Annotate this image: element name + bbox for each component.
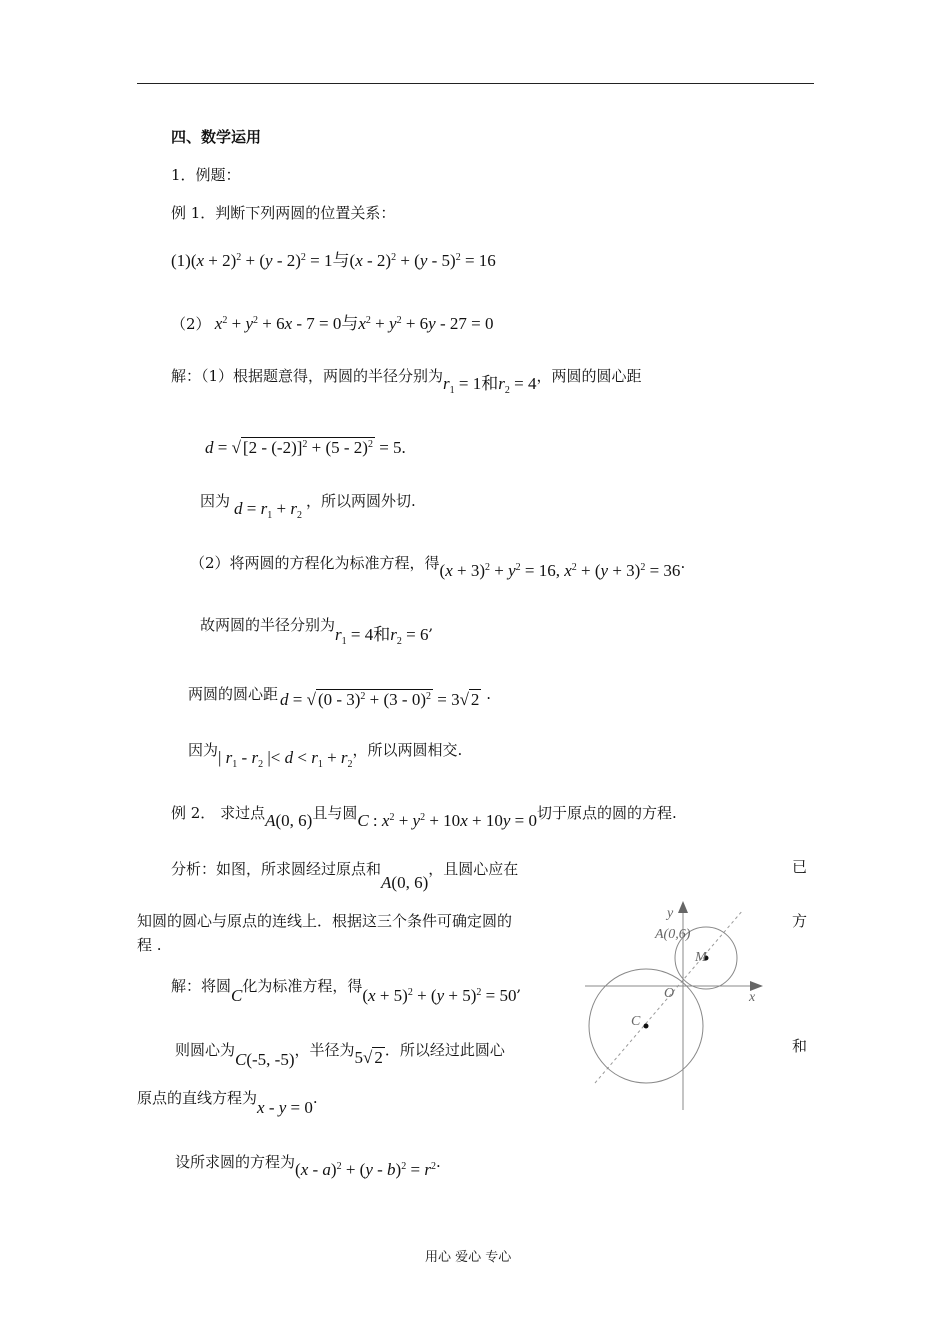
center-statement: 则圆心为C(-5, -5)，半径为5√ 2 ．所以经过此圆心	[175, 1041, 505, 1069]
example1-equation-2: （2） $x^2 + y^2 + 6x - 7 = 0$与$x^2 + y^2 + 6y - 27 = 0$	[171, 314, 494, 333]
point-c	[644, 1024, 649, 1029]
distance-formula-1: d = √ [2 - (-2)]$^2$ + (5 - 2)$^2$ = 5.	[205, 438, 406, 457]
radii-statement: 故两圆的半径分别为$r_1 = 4$和$r_2 = 6$,	[200, 616, 434, 647]
subsection-title: 1．例题：	[171, 166, 241, 184]
circle-figure	[575, 895, 775, 1115]
tangent-reason: 因为 $d = r_1 + r_2$，所以两圆外切.	[200, 492, 416, 521]
y-axis-arrow	[678, 901, 688, 913]
point-a-label: A(0,6)	[655, 927, 691, 942]
intersect-reason: 因为| $r_1 - r_2$ |< $d < r_1 + r_2$，所以两圆相交.	[188, 741, 463, 770]
point-m-label: M	[695, 950, 707, 965]
solution1-intro: 解：（1）根据题意得，两圆的半径分别为$r_1 = 1$和$r_2 = 4$，两圆的圆心距	[171, 367, 642, 396]
analysis-char-2: 方	[792, 912, 808, 930]
page-footer: 用心 爱心 专心	[425, 1250, 512, 1265]
point-c-label: C	[631, 1014, 641, 1029]
circle-equation-statement: 设所求圆的方程为$(x - a)^2 + (y - b)^2 = r^2$.	[175, 1153, 441, 1179]
x-label: x	[749, 990, 756, 1005]
center-char: 和	[792, 1037, 808, 1055]
analysis-char-1: 已	[792, 858, 808, 876]
analysis-line-2: 知圆的圆心与原点的连线上．根据这三个条件可确定圆的	[137, 912, 513, 930]
solution3-intro: 解：将圆C化为标准方程，得$(x + 5)^2 + (y + 5)^2 = 50$,	[171, 977, 522, 1005]
origin-label: O	[664, 986, 675, 1001]
example1-equation-1: $(1)(x + 2)^2 + (y - 2)^2 = 1$与(x - 2)$^2$ + (y - 5)$^2$ = 16	[171, 251, 496, 270]
section-title: 四、数学运用	[171, 128, 262, 146]
distance-statement: 两圆的圆心距 d = √ (0 - 3)$^2$ + (3 - 0)$^2$ = 3√ 2 .	[188, 685, 491, 709]
header-rule	[137, 83, 814, 84]
solution2-intro: （2）将两圆的方程化为标准方程，得$(x + 3)^2 + y^2 = 16$, $x^2 + (y + 3)^2 = 36$.	[190, 554, 686, 580]
y-label: y	[667, 906, 674, 921]
analysis-line-1: 分析：如图，所求圆经过原点和A(0, 6)，且圆心应在	[171, 860, 519, 892]
example1-title: 例 1．判断下列两圆的位置关系：	[171, 204, 396, 222]
line-equation-statement: 原点的直线方程为x - y = 0.	[137, 1089, 318, 1117]
example2-statement: 例 2． 求过点A(0, 6)且与圆C : $x^2 + y^2 + 10x + 10y = 0$切于原点的圆的方程.	[171, 804, 677, 830]
analysis-line-3: 程 .	[137, 936, 162, 954]
